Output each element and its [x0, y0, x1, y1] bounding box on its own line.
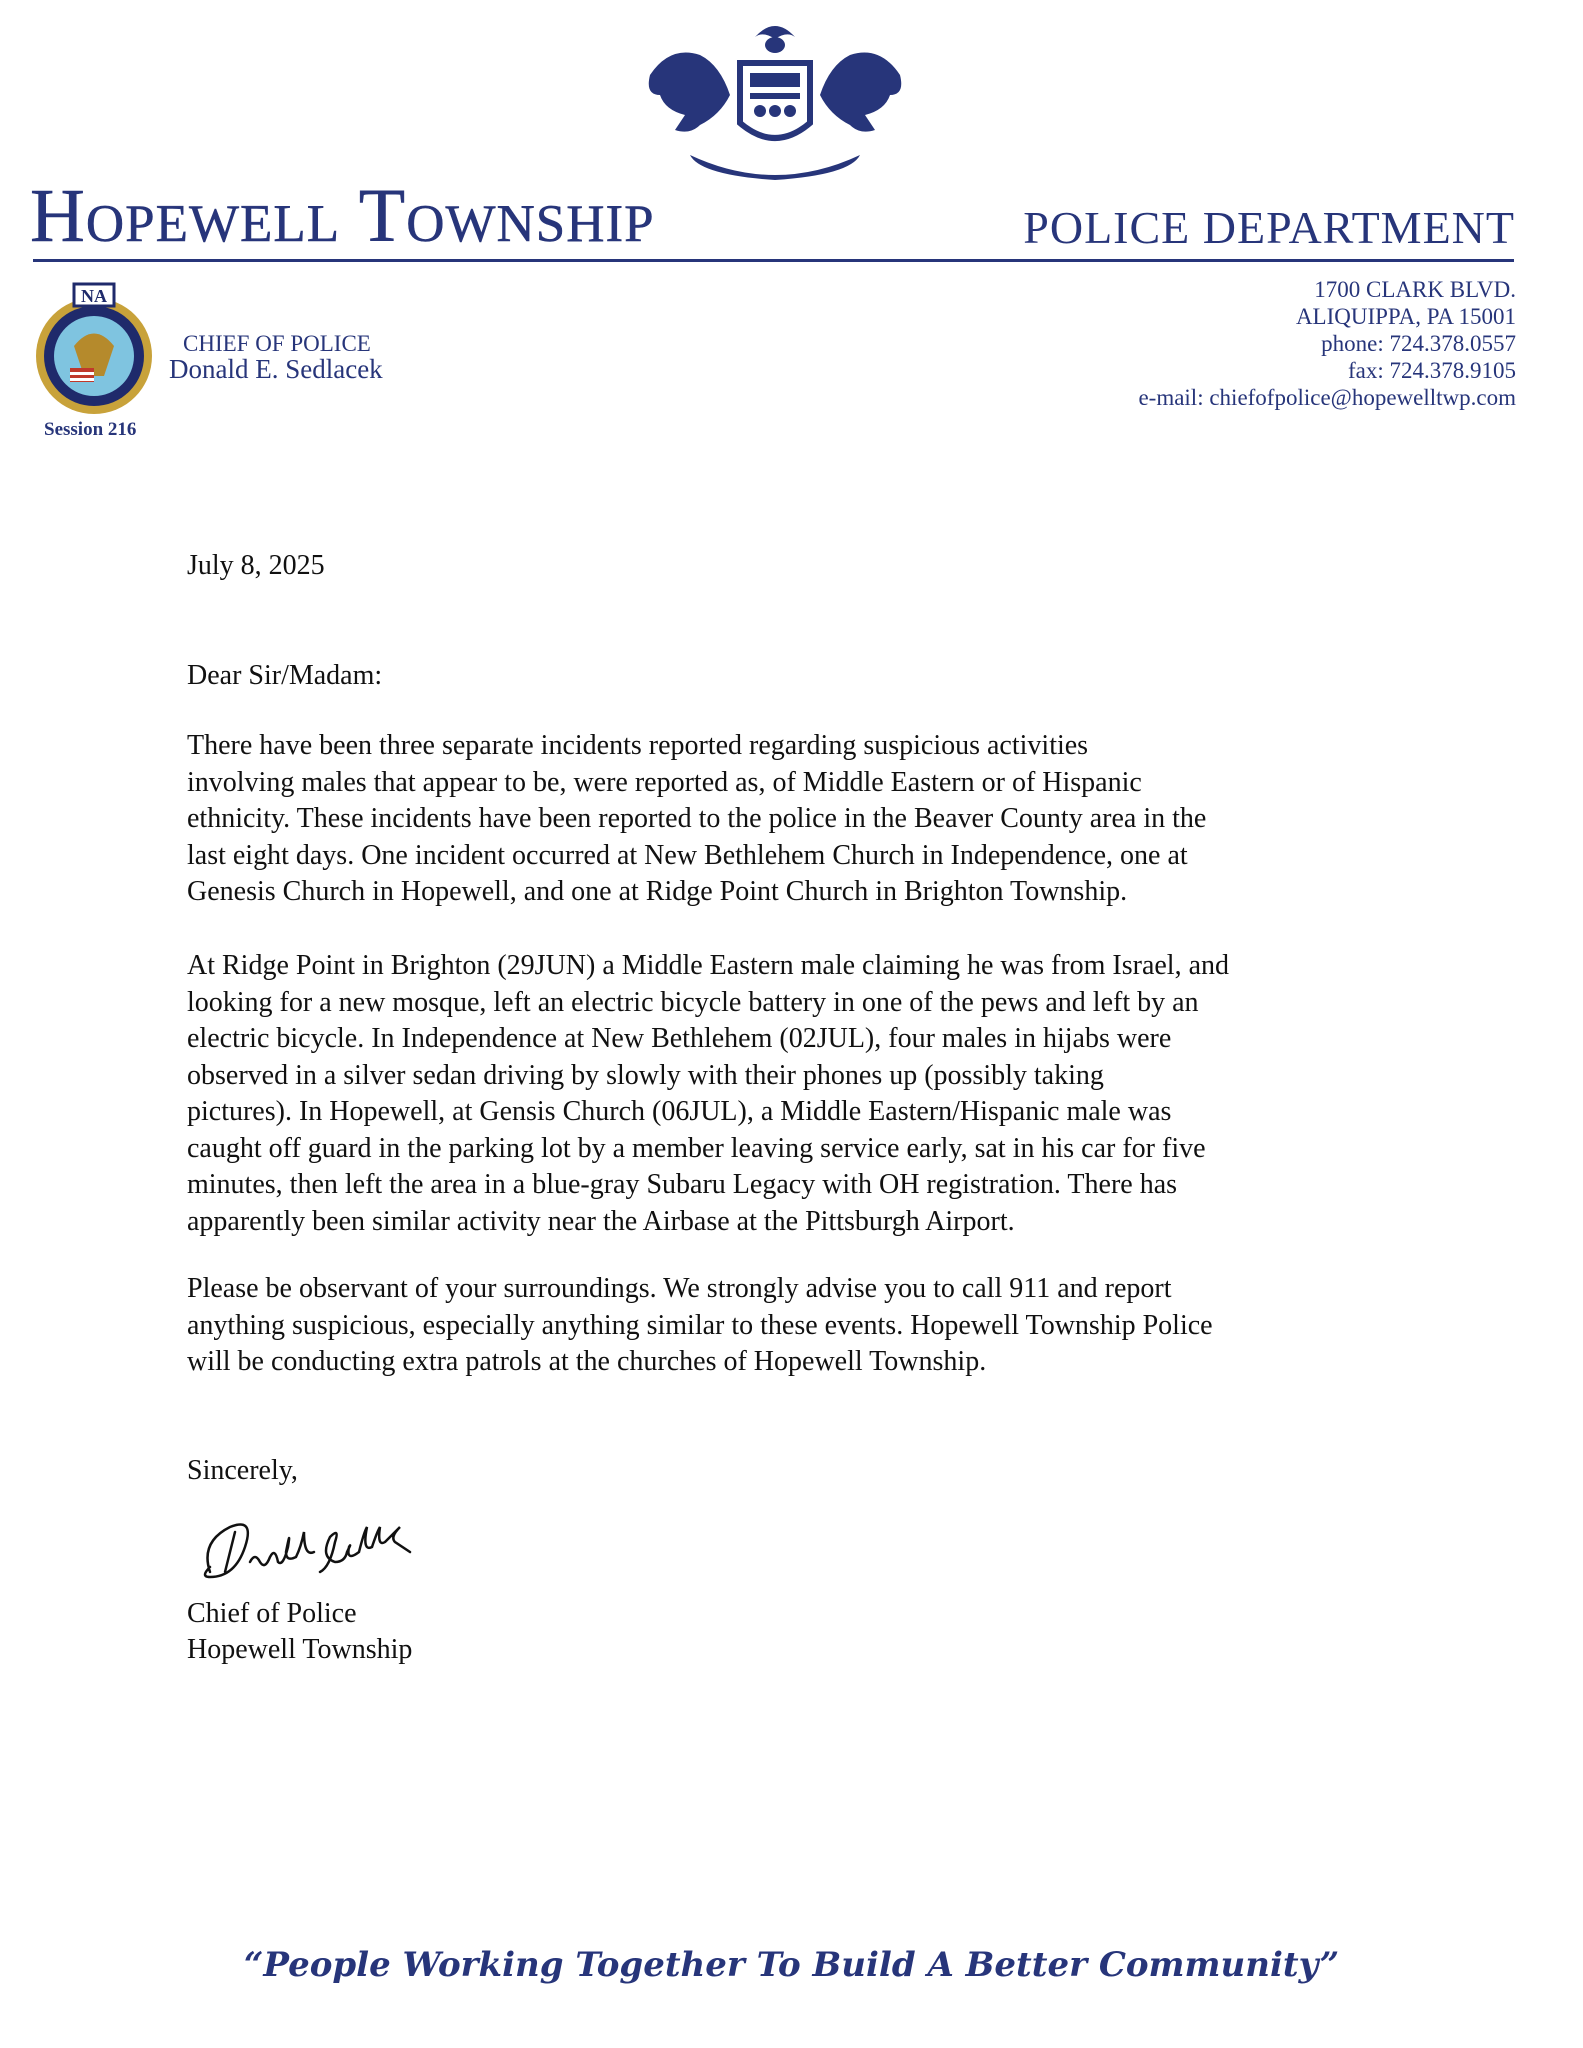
email-address[interactable]: e-mail: chiefofpolice@hopewelltwp.com	[1138, 385, 1516, 410]
phone-number: phone: 724.378.0557	[1321, 331, 1516, 356]
chief-title: CHIEF OF POLICE	[183, 331, 371, 356]
department-contact-block	[1138, 276, 1516, 411]
chief-name: Donald E. Sedlacek	[169, 354, 383, 384]
paragraph-line: anything suspicious, especially anything similar to these events. Hopewell Township Police	[187, 1309, 1213, 1341]
badge-na-text: NA	[81, 286, 107, 306]
paragraph-incidents-summary	[187, 728, 1206, 911]
paragraph-line: involving males that appear to be, were reported as, of Middle Eastern or of Hispanic	[187, 766, 1142, 798]
paragraph-line: last eight days. One incident occurred at New Bethlehem Church in Independence, one at	[187, 839, 1188, 871]
paragraph-line: Please be observant of your surroundings. We strongly advise you to call 911 and report	[187, 1273, 1172, 1304]
signer-title: Chief of Police	[187, 1598, 357, 1629]
closing: Sincerely,	[187, 1455, 298, 1486]
address-street: 1700 CLARK BLVD.	[1314, 277, 1516, 302]
pennsylvania-coat-of-arms-seal	[630, 15, 920, 195]
address-city: ALIQUIPPA, PA 15001	[1295, 304, 1516, 329]
paragraph-line: electric bicycle. In Independence at New Bethlehem (02JUL), four males in hijabs were	[187, 1023, 1172, 1054]
fax-number: fax: 724.378.9105	[1347, 358, 1516, 383]
paragraph-line: There have been three separate incidents reported regarding suspicious activities	[187, 730, 1089, 761]
session-label: Session 216	[44, 419, 137, 440]
paragraph-line: apparently been similar activity near the Airbase at the Pittsburgh Airport.	[187, 1205, 1015, 1237]
letter-date: July 8, 2025	[187, 550, 325, 581]
paragraph-incident-details	[187, 948, 1229, 1240]
paragraph-line: will be conducting extra patrols at the churches of Hopewell Township.	[187, 1346, 987, 1377]
header-divider	[33, 259, 1514, 262]
paragraph-advisory	[187, 1271, 1213, 1381]
footer-motto: “People Working Together To Build A Better Community”	[243, 1945, 1340, 1985]
department-name-heading: POLICE DEPARTMENT	[1023, 202, 1515, 253]
paragraph-line: pictures). In Hopewell, at Gensis Church (06JUL), a Middle Eastern/Hispanic male was	[187, 1096, 1172, 1127]
handwritten-signature	[190, 1512, 430, 1592]
fbi-national-academy-badge	[30, 276, 158, 418]
paragraph-line: minutes, then left the area in a blue-gray Subaru Legacy with OH registration. There has	[187, 1169, 1178, 1200]
signer-organization: Hopewell Township	[187, 1634, 413, 1665]
paragraph-line: looking for a new mosque, left an electric bicycle battery in one of the pews and left by an	[187, 986, 1199, 1018]
paragraph-line: ethnicity. These incidents have been reported to the police in the Beaver County area in the	[187, 803, 1207, 834]
township-name-heading: Hopewell Township	[30, 174, 655, 258]
paragraph-line: Genesis Church in Hopewell, and one at Ridge Point Church in Brighton Township.	[187, 876, 1128, 907]
salutation: Dear Sir/Madam:	[187, 660, 383, 691]
paragraph-line: At Ridge Point in Brighton (29JUN) a Middle Eastern male claiming he was from Israel, and	[187, 950, 1230, 981]
paragraph-line: observed in a silver sedan driving by slowly with their phones up (possibly taking	[187, 1059, 1104, 1091]
paragraph-line: caught off guard in the parking lot by a member leaving service early, sat in his car for five	[187, 1132, 1206, 1164]
